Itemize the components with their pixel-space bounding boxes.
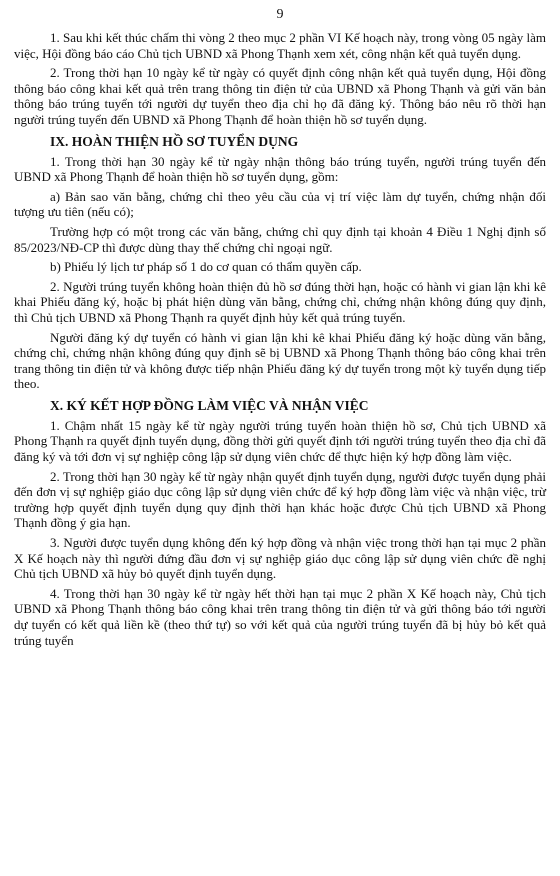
section-heading-ix: IX. HOÀN THIỆN HỒ SƠ TUYỂN DỤNG [50,133,299,149]
paragraph-result-notice: 2. Trong thời hạn 10 ngày kể từ ngày có quyết định công nhận kết quả tuyển dụng, Hội đồng thông báo công khai kết quả trên trang thông tin điện tử của UBND xã Phong Thạnh và gửi văn bản thông báo trúng tuyển tới người dự tuyển theo địa chỉ họ đã đăng ký. Thông báo nêu rõ thời hạn người trúng tuyển đến UBND xã Phong Thạnh để hoàn thiện hồ sơ tuyển dụng. [14,65,546,127]
section-heading-x: X. KÝ KẾT HỢP ĐỒNG LÀM VIỆC VÀ NHẬN VIỆC [50,397,369,413]
paragraph-language-certificate: Trường hợp có một trong các văn bằng, chứng chỉ quy định tại khoản 4 Điều 1 Nghị định số 85/2023/NĐ-CP thì được dùng thay thế chứng chỉ ngoại ngữ. [14,223,546,255]
paragraph-contract-signing: 2. Trong thời hạn 30 ngày kể từ ngày nhận quyết định tuyển dụng, người được tuyển dụng phải đến đơn vị sự nghiệp giáo dục công lập sử dụng viên chức để ký hợp đồng làm việc và nhận việc, trừ trường hợp quyết định tuyển dụng quy định thời hạn khác hoặc được Chủ tịch UBND xã Phong Thạnh đồng ý gia hạn. [14,468,546,531]
paragraph-next-candidate: 4. Trong thời hạn 30 ngày kể từ ngày hết thời hạn tại mục 2 phần X Kế hoạch này, Chủ tịch UBND xã Phong Thạnh thông báo công khai trên trang thông tin điện tử và gửi thông báo tới người dự tuyển có kết quả liền kề (theo thứ tự) so với kết quả của người trúng tuyển đã bị hủy bỏ kết quả trúng tuyển [14,585,546,648]
paragraph-dossier-item-a: a) Bản sao văn bằng, chứng chỉ theo yêu cầu của vị trí việc làm dự tuyển, chứng nhận đối tượng ưu tiên (nếu có); [14,188,546,220]
paragraph-fraud-notice: Người đăng ký dự tuyển có hành vi gian lận khi kê khai Phiếu đăng ký hoặc dùng văn bằng, chứng chỉ, chứng nhận không đúng quy định sẽ bị UBND xã Phong Thạnh thông báo công khai trên trang thông tin điện tử và không được tiếp nhận Phiếu đăng ký dự tuyển trong một kỳ tuyển dụng tiếp theo. [14,329,546,392]
paragraph-recruitment-decision: 1. Chậm nhất 15 ngày kể từ ngày người trúng tuyển hoàn thiện hồ sơ, Chủ tịch UBND xã Phong Thạnh ra quyết định tuyển dụng, đồng thời gửi quyết định tới người trúng tuyển theo địa chỉ đã đăng ký và tới đơn vị sự nghiệp công lập sử dụng viên chức để thực hiện ký hợp đồng làm việc. [14,417,546,465]
paragraph-cancel-result: 2. Người trúng tuyển không hoàn thiện đủ hồ sơ đúng thời hạn, hoặc có hành vi gian lận khi kê khai Phiếu đăng ký, hoặc bị phát hiện dùng văn bằng, chứng chỉ, chứng nhận không đúng quy định, thì Chủ tịch UBND xã Phong Thạnh ra quyết định hủy kết quả trúng tuyển. [14,278,546,325]
paragraph-result-report: 1. Sau khi kết thúc chấm thi vòng 2 theo mục 2 phần VI Kế hoạch này, trong vòng 05 ngày làm việc, Hội đồng báo cáo Chủ tịch UBND xã Phong Thạnh xem xét, công nhận kết quả tuyển dụng. [14,30,546,61]
paragraph-decision-revocation: 3. Người được tuyển dụng không đến ký hợp đồng và nhận việc trong thời hạn tại mục 2 phần X Kế hoạch này thì người đứng đầu đơn vị sự nghiệp giáo dục công lập sử dụng viên chức đề nghị Chủ tịch UBND xã hủy bỏ quyết định tuyển dụng. [14,535,546,582]
paragraph-dossier-intro: 1. Trong thời hạn 30 ngày kể từ ngày nhận thông báo trúng tuyển, người trúng tuyển đến UBND xã Phong Thạnh để hoàn thiện hồ sơ tuyển dụng, gồm: [14,153,546,185]
paragraph-dossier-item-b: b) Phiếu lý lịch tư pháp số 1 do cơ quan có thẩm quyền cấp. [50,259,362,275]
page-number: 9 [276,7,284,22]
